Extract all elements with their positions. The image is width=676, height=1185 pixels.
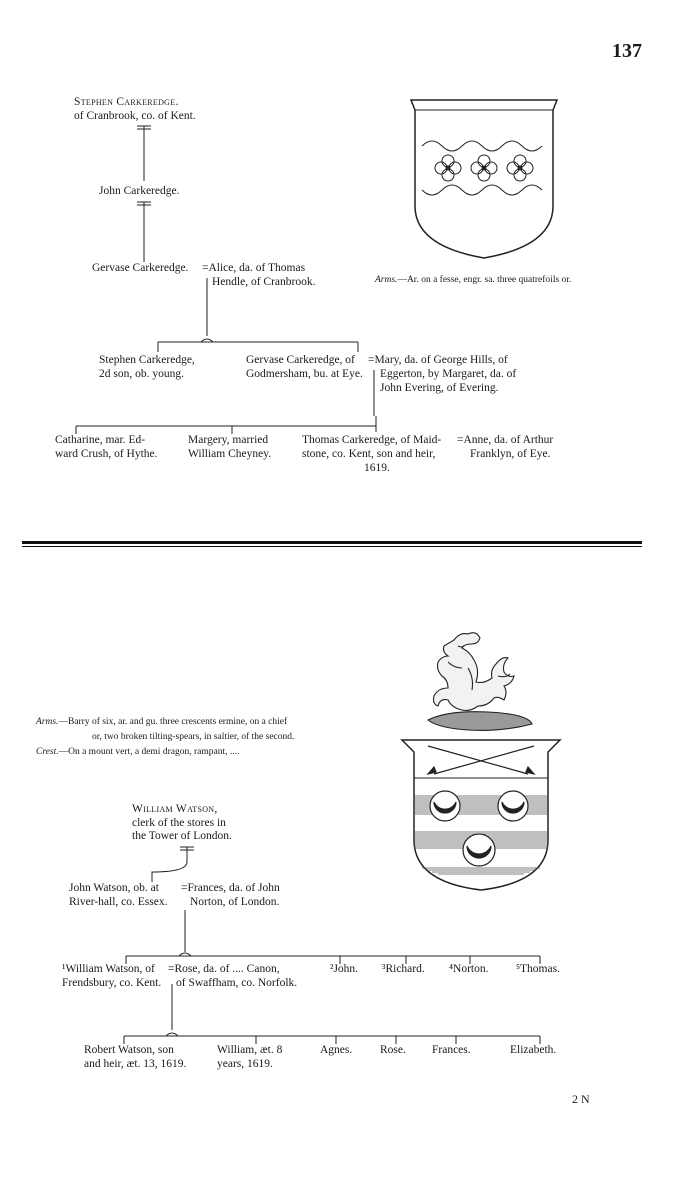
sibling-thomas: ⁵Thomas.: [516, 963, 560, 975]
gervase2-line1: Gervase Carkeredge, of: [246, 354, 355, 366]
stephen2-line2: 2d son, ob. young.: [99, 368, 184, 380]
thomas-line3: 1619.: [364, 462, 390, 474]
page-number: 137: [612, 40, 642, 62]
william2-line1: ¹William Watson, of: [62, 963, 155, 975]
sibling-richard: ³Richard.: [382, 963, 425, 975]
alice-hendle-line2: Hendle, of Cranbrook.: [212, 276, 316, 288]
william3-line2: years, 1619.: [217, 1058, 273, 1070]
mary-hills-line2: Eggerton, by Margaret, da. of: [380, 368, 517, 380]
sibling-john: ²John.: [330, 963, 359, 975]
catharine-line2: ward Crush, of Hythe.: [55, 448, 158, 460]
margery-line2: William Cheyney.: [188, 448, 272, 460]
stephen-carkeredge-name: Stephen Carkeredge.: [74, 96, 179, 108]
stephen2-line1: Stephen Carkeredge,: [99, 354, 195, 366]
robert-watson-line2: and heir, æt. 13, 1619.: [84, 1058, 187, 1070]
john-watson-line2: River-hall, co. Essex.: [69, 896, 168, 908]
william-watson-line3: the Tower of London.: [132, 830, 232, 842]
child-elizabeth: Elizabeth.: [510, 1044, 557, 1056]
stephen-carkeredge-desc: of Cranbrook, co. of Kent.: [74, 110, 196, 122]
william2-line2: Frendsbury, co. Kent.: [62, 977, 162, 989]
mary-hills-line3: John Evering, of Evering.: [380, 382, 499, 394]
catharine-line1: Catharine, mar. Ed-: [55, 434, 146, 446]
anne-franklyn-line2: Franklyn, of Eye.: [470, 448, 551, 460]
rose-canon-line2: of Swaffham, co. Norfolk.: [176, 977, 298, 989]
william-watson-line2: clerk of the stores in: [132, 817, 226, 829]
gervase-carkeredge: Gervase Carkeredge.: [92, 262, 189, 274]
arms-2-text1: —Barry of six, ar. and gu. three crescents ermine, on a chief: [58, 717, 288, 727]
child-rose: Rose.: [380, 1044, 406, 1056]
margery-line1: Margery, married: [188, 434, 269, 446]
crest-text: —On a mount vert, a demi dragon, rampant, ....: [58, 747, 240, 757]
mary-hills-line1: =Mary, da. of George Hills, of: [368, 354, 508, 366]
crest-label: Crest.: [36, 747, 59, 757]
william-watson-name: William Watson,: [132, 803, 218, 815]
gervase2-line2: Godmersham, bu. at Eye.: [246, 368, 363, 380]
alice-hendle-line1: =Alice, da. of Thomas: [202, 262, 306, 274]
thomas-line2: stone, co. Kent, son and heir,: [302, 448, 436, 460]
robert-watson-line1: Robert Watson, son: [84, 1044, 174, 1056]
john-watson-line1: John Watson, ob. at: [69, 882, 159, 894]
william3-line1: William, æt. 8: [217, 1044, 283, 1056]
john-carkeredge: John Carkeredge.: [99, 185, 180, 197]
arms-1-label: Arms.: [375, 275, 398, 285]
frances-norton-line2: Norton, of London.: [190, 896, 280, 908]
anne-franklyn-line1: =Anne, da. of Arthur: [457, 434, 554, 446]
arms-2-label: Arms.: [36, 717, 59, 727]
child-frances: Frances.: [432, 1044, 471, 1056]
child-agnes: Agnes.: [320, 1044, 353, 1056]
frances-norton-line1: =Frances, da. of John: [181, 882, 280, 894]
rose-canon-line1: =Rose, da. of .... Canon,: [168, 963, 280, 975]
arms-1-text: —Ar. on a fesse, engr. sa. three quatrefoils or.: [397, 275, 572, 285]
arms-2-line2: or, two broken tilting-spears, in saltier, of the second.: [92, 732, 295, 742]
signature-mark: 2 N: [572, 1092, 590, 1106]
sibling-norton: ⁴Norton.: [449, 963, 489, 975]
thomas-line1: Thomas Carkeredge, of Maid-: [302, 434, 442, 446]
